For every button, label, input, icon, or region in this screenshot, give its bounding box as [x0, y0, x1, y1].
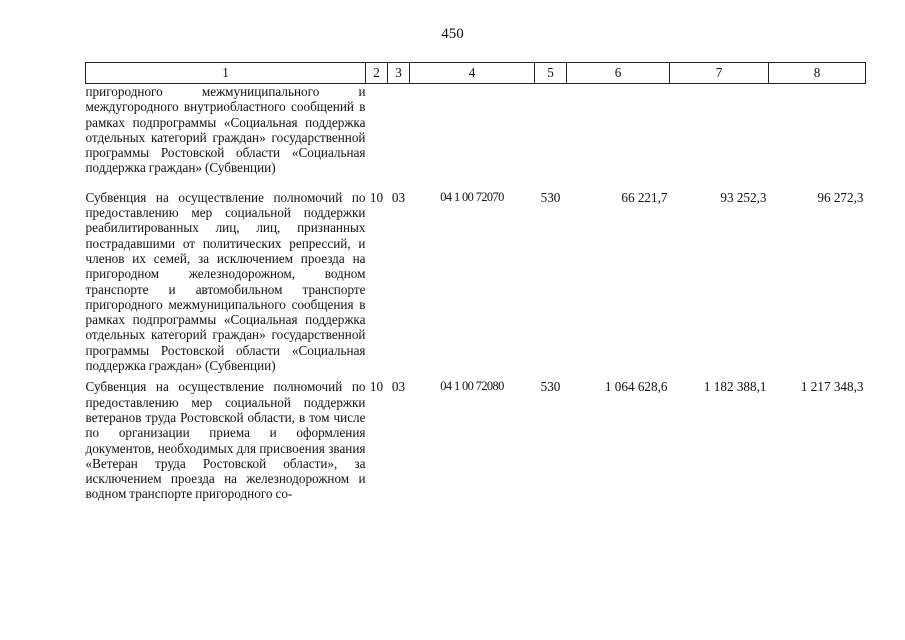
row-section: 10	[369, 189, 384, 205]
row-expense-type: 530	[540, 189, 561, 205]
row-subsection: 03	[391, 379, 406, 395]
row-subsection	[388, 84, 410, 184]
header-col-7: 7	[670, 63, 769, 84]
row-target-code	[410, 84, 535, 184]
row-amount-2: 1 182 388,1	[703, 379, 767, 395]
row-description: Субвенция на осуществление полномочий по предоставлению мер социальной поддержки ветеранов труда Ростовской области, в том числе по организации приема и оформления документов, необходимых для присвоения звания «Ветеран труда Ростовской области», за исключением проезда на железнодорожном и водном транспорте пригородного со-	[85, 379, 366, 502]
header-col-3: 3	[388, 63, 410, 84]
row-amount-1: 1 064 628,6	[604, 379, 668, 395]
row-description: Субвенция на осуществление полномочий по предоставлению мер социальной поддержки реабилитированных лиц, лиц, признанных пострадавшими от политических репрессий, и членов их семей, за исключением проезда на пригородном железнодорожном, водном транспорте и автомобильном транспорте пригородного межмуниципального сообщения в рамках подпрограммы «Социальная поддержка отдельных категорий граждан» государственной программы Ростовской области «Социальная поддержка граждан» (Субвенции)	[85, 189, 366, 374]
row-expense-type	[535, 84, 567, 184]
header-col-5: 5	[535, 63, 567, 84]
table-row	[86, 184, 866, 374]
row-description: пригородного межмуниципального и междугородного внутриобластного сообщений в рамках подпрограммы «Социальная поддержка отдельных категорий граждан» государственной программы Ростовской области «Социальная поддержка граждан» (Субвенции)	[85, 84, 366, 176]
row-amount-1	[567, 84, 670, 184]
row-amount-3: 1 217 348,3	[800, 379, 864, 395]
row-section	[366, 84, 388, 184]
row-expense-type: 530	[540, 379, 561, 395]
page-number: 450	[441, 26, 464, 42]
row-subsection: 03	[391, 189, 406, 205]
header-col-8: 8	[769, 63, 866, 84]
table-header-row	[86, 63, 866, 84]
table-row	[86, 373, 866, 501]
row-amount-1: 66 221,7	[621, 189, 668, 205]
row-section: 10	[369, 379, 384, 395]
row-amount-3: 96 272,3	[817, 189, 864, 205]
table-row	[86, 84, 866, 184]
header-col-6: 6	[567, 63, 670, 84]
header-col-4: 4	[410, 63, 535, 84]
row-amount-2	[670, 84, 769, 184]
row-amount-2: 93 252,3	[720, 189, 767, 205]
budget-table	[85, 62, 866, 502]
row-target-code: 04 1 00 72070	[440, 189, 504, 204]
row-amount-3	[769, 84, 866, 184]
header-col-2: 2	[366, 63, 388, 84]
row-target-code: 04 1 00 72080	[440, 379, 504, 394]
header-col-1: 1	[86, 63, 366, 84]
